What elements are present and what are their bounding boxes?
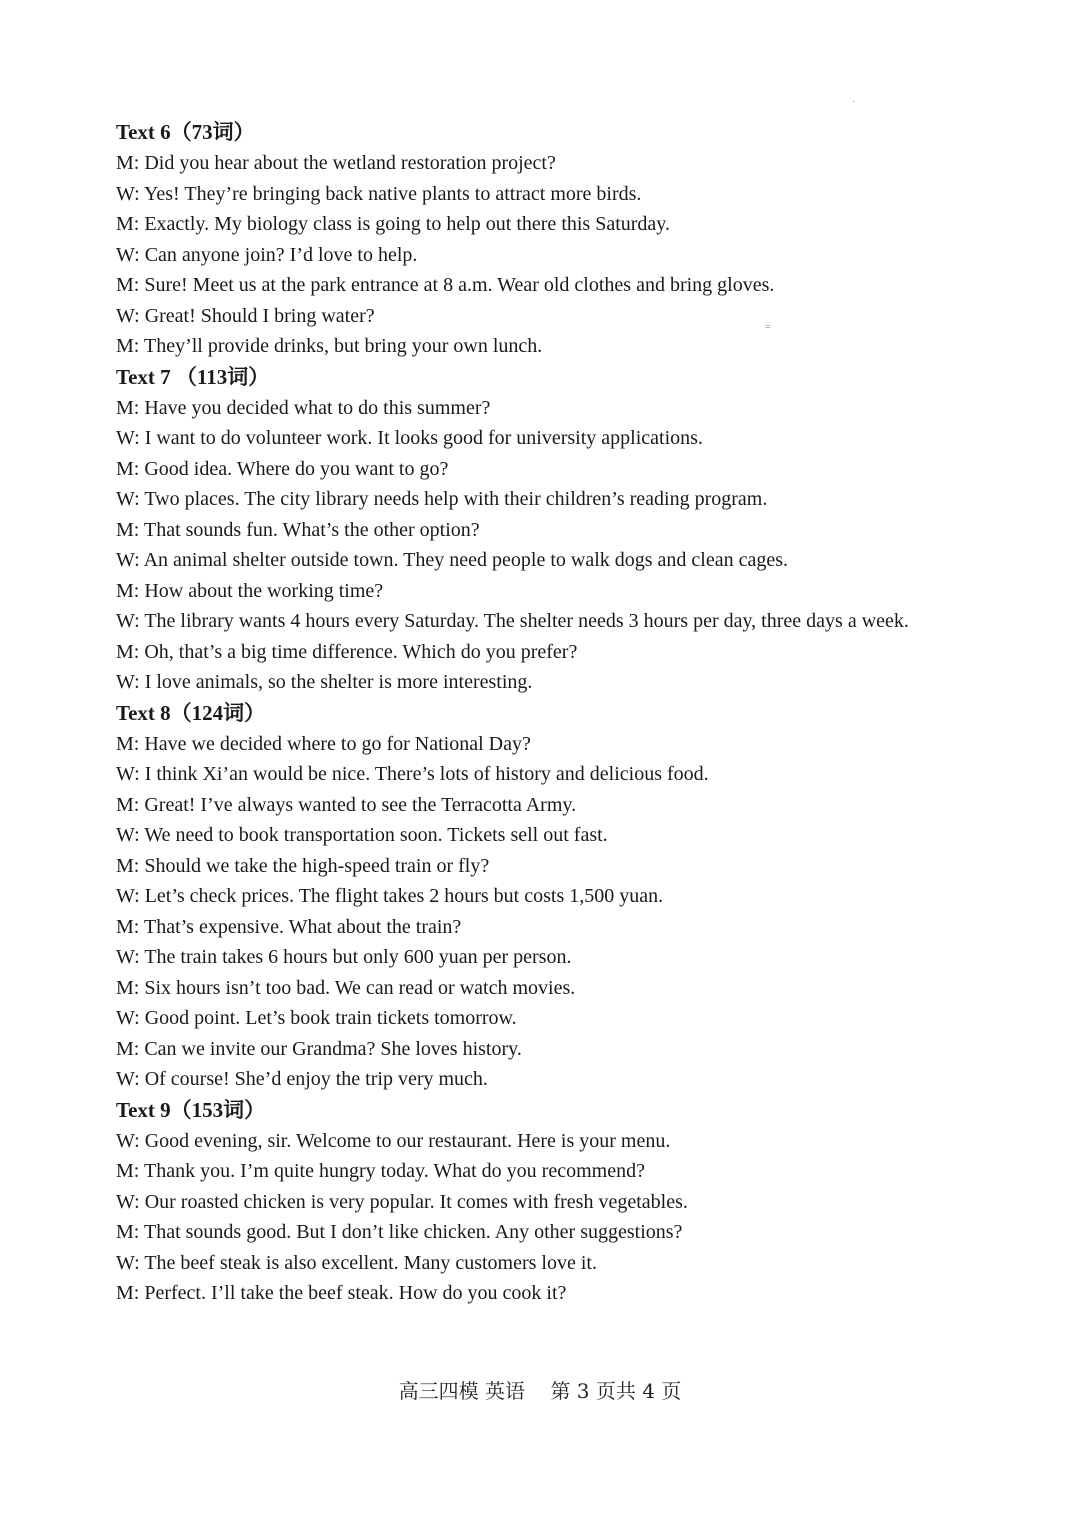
dialogue-line: W: Let’s check prices. The flight takes 2 hours but costs 1,500 yuan. — [116, 885, 664, 907]
dialogue-line: W: I want to do volunteer work. It looks good for university applications. — [116, 427, 703, 449]
dialogue-line: M: They’ll provide drinks, but bring your own lunch. — [116, 335, 543, 357]
dialogue-line: W: Of course! She’d enjoy the trip very much. — [116, 1068, 488, 1090]
dialogue-line: M: That’s expensive. What about the train? — [116, 915, 462, 938]
dialogue-line: M: Six hours isn’t too bad. We can read or watch movies. — [116, 976, 576, 999]
dialogue-line: W: The library wants 4 hours every Saturday. The shelter needs 3 hours per day, three days a week. — [116, 610, 909, 632]
dialogue-line: M: That sounds good. But I don’t like chicken. Any other suggestions? — [116, 1221, 683, 1243]
dialogue-line: M: Can we invite our Grandma? She loves history. — [116, 1037, 522, 1060]
scan-speck: = — [765, 322, 771, 333]
dialogue-line: W: Can anyone join? I’d love to help. — [116, 243, 418, 266]
scan-speck: · — [852, 97, 856, 108]
dialogue-line: M: Did you hear about the wetland restoration project? — [116, 152, 556, 174]
dialogue-line: W: Our roasted chicken is very popular. It comes with fresh vegetables. — [116, 1190, 688, 1213]
dialogue-line: W: Yes! They’re bringing back native plants to attract more birds. — [116, 182, 642, 205]
dialogue-line: M: Thank you. I’m quite hungry today. What do you recommend? — [116, 1160, 645, 1182]
dialogue-line: W: Great! Should I bring water? — [116, 304, 375, 327]
section-heading: Text 7 （113词） — [116, 364, 270, 389]
dialogue-line: M: That sounds fun. What’s the other option? — [116, 518, 480, 541]
transcript-page — [116, 117, 966, 1309]
dialogue-line: M: Have you decided what to do this summer? — [116, 396, 491, 419]
dialogue-line: W: Good point. Let’s book train tickets tomorrow. — [116, 1007, 517, 1029]
dialogue-line: M: Should we take the high-speed train or fly? — [116, 854, 490, 877]
section-heading: Text 8（124词） — [116, 700, 266, 725]
section-heading: Text 6（73词） — [116, 120, 255, 144]
dialogue-line: M: Exactly. My biology class is going to help out there this Saturday. — [116, 213, 671, 235]
dialogue-line: M: Good idea. Where do you want to go? — [116, 457, 449, 480]
dialogue-line: W: I love animals, so the shelter is more interesting. — [116, 671, 533, 693]
dialogue-line: W: I think Xi’an would be nice. There’s lots of history and delicious food. — [116, 763, 709, 785]
dialogue-line: W: An animal shelter outside town. They need people to walk dogs and clean cages. — [116, 549, 789, 571]
dialogue-line: M: How about the working time? — [116, 579, 384, 602]
dialogue-line: W: The train takes 6 hours but only 600 yuan per person. — [116, 946, 572, 968]
dialogue-line: M: Oh, that’s a big time difference. Which do you prefer? — [116, 640, 578, 663]
dialogue-line: M: Have we decided where to go for National Day? — [116, 732, 531, 755]
page-footer: 高三四模 英语 第 3 页共 4 页 — [398, 1379, 682, 1403]
section-heading: Text 9（153词） — [116, 1097, 266, 1122]
dialogue-line: W: Two places. The city library needs help with their children’s reading program. — [116, 488, 768, 510]
dialogue-line: M: Great! I’ve always wanted to see the Terracotta Army. — [116, 793, 577, 816]
dialogue-line: W: Good evening, sir. Welcome to our restaurant. Here is your menu. — [116, 1129, 671, 1152]
dialogue-line: W: We need to book transportation soon. Tickets sell out fast. — [116, 824, 608, 846]
dialogue-line: W: The beef steak is also excellent. Many customers love it. — [116, 1251, 597, 1274]
dialogue-line: M: Perfect. I’ll take the beef steak. How do you cook it? — [116, 1282, 567, 1304]
dialogue-line: M: Sure! Meet us at the park entrance at 8 a.m. Wear old clothes and bring gloves. — [116, 274, 775, 296]
